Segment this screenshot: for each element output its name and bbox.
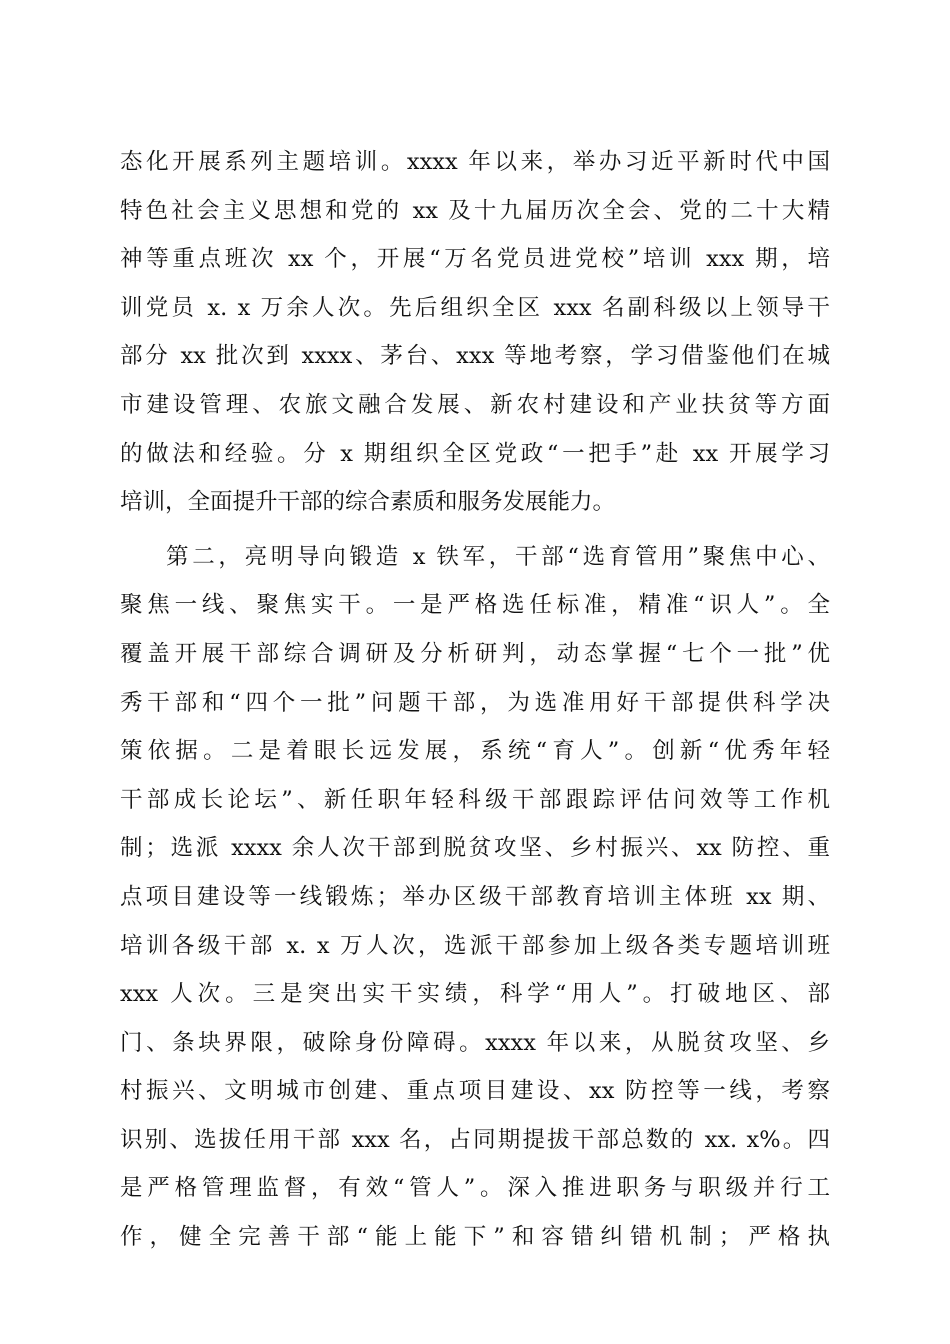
text-line: 的做法和经验。分 x 期组织全区党政“一把手”赴 xx 开展学习 [120,440,830,467]
text-line: 干部成长论坛”、新任职年轻科级干部跟踪评估问效等工作机 [120,786,830,813]
paragraph-1 [120,138,830,527]
text-line: xxx 人次。三是突出实干实绩，科学“用人”。打破地区、部 [120,981,830,1008]
text-line: 培训各级干部 x. x 万人次，选派干部参加上级各类专题培训班 [120,932,830,959]
text-line: 秀干部和“四个一批”问题干部，为选准用好干部提供科学决 [120,689,830,716]
text-line: 村振兴、文明城市创建、重点项目建设、xx 防控等一线，考察 [120,1078,830,1105]
text-line: 是严格管理监督，有效“管人”。深入推进职务与职级并行工 [120,1175,830,1202]
text-line: 覆盖开展干部综合调研及分析研判，动态掌握“七个一批”优 [120,640,830,667]
paragraph-2 [120,533,830,1262]
text-line: 第二，亮明导向锻造 x 铁军，干部“选育管用”聚焦中心、 [166,543,830,570]
text-line: 训党员 x. x 万余人次。先后组织全区 xxx 名副科级以上领导干 [120,294,830,321]
text-line: 制；选派 xxxx 余人次干部到脱贫攻坚、乡村振兴、xx 防控、重 [120,835,830,862]
text-line: 策依据。二是着眼长远发展，系统“育人”。创新“优秀年轻 [120,738,830,765]
text-line: 神等重点班次 xx 个，开展“万名党员进党校”培训 xxx 期，培 [120,246,830,273]
text-line: 识别、选拔任用干部 xxx 名，占同期提拔干部总数的 xx. x%。四 [120,1126,830,1153]
text-line: 门、条块界限，破除身份障碍。xxxx 年以来，从脱贫攻坚、乡 [120,1029,830,1056]
text-line: 作，健全完善干部“能上能下”和容错纠错机制；严格执 [120,1224,830,1251]
text-line: 特色社会主义思想和党的 xx 及十九届历次全会、党的二十大精 [120,197,830,224]
text-line: 培训，全面提升干部的综合素质和服务发展能力。 [120,489,616,516]
body-text [120,138,830,1262]
text-line: 市建设管理、农旅文融合发展、新农村建设和产业扶贫等方面 [120,391,830,418]
text-line: 部分 xx 批次到 xxxx、茅台、xxx 等地考察，学习借鉴他们在城 [120,343,830,370]
text-line: 聚焦一线、聚焦实干。一是严格选任标准，精准“识人”。全 [120,592,830,619]
text-line: 点项目建设等一线锻炼；举办区级干部教育培训主体班 xx 期、 [120,883,830,910]
text-line: 态化开展系列主题培训。xxxx 年以来，举办习近平新时代中国 [120,149,830,175]
